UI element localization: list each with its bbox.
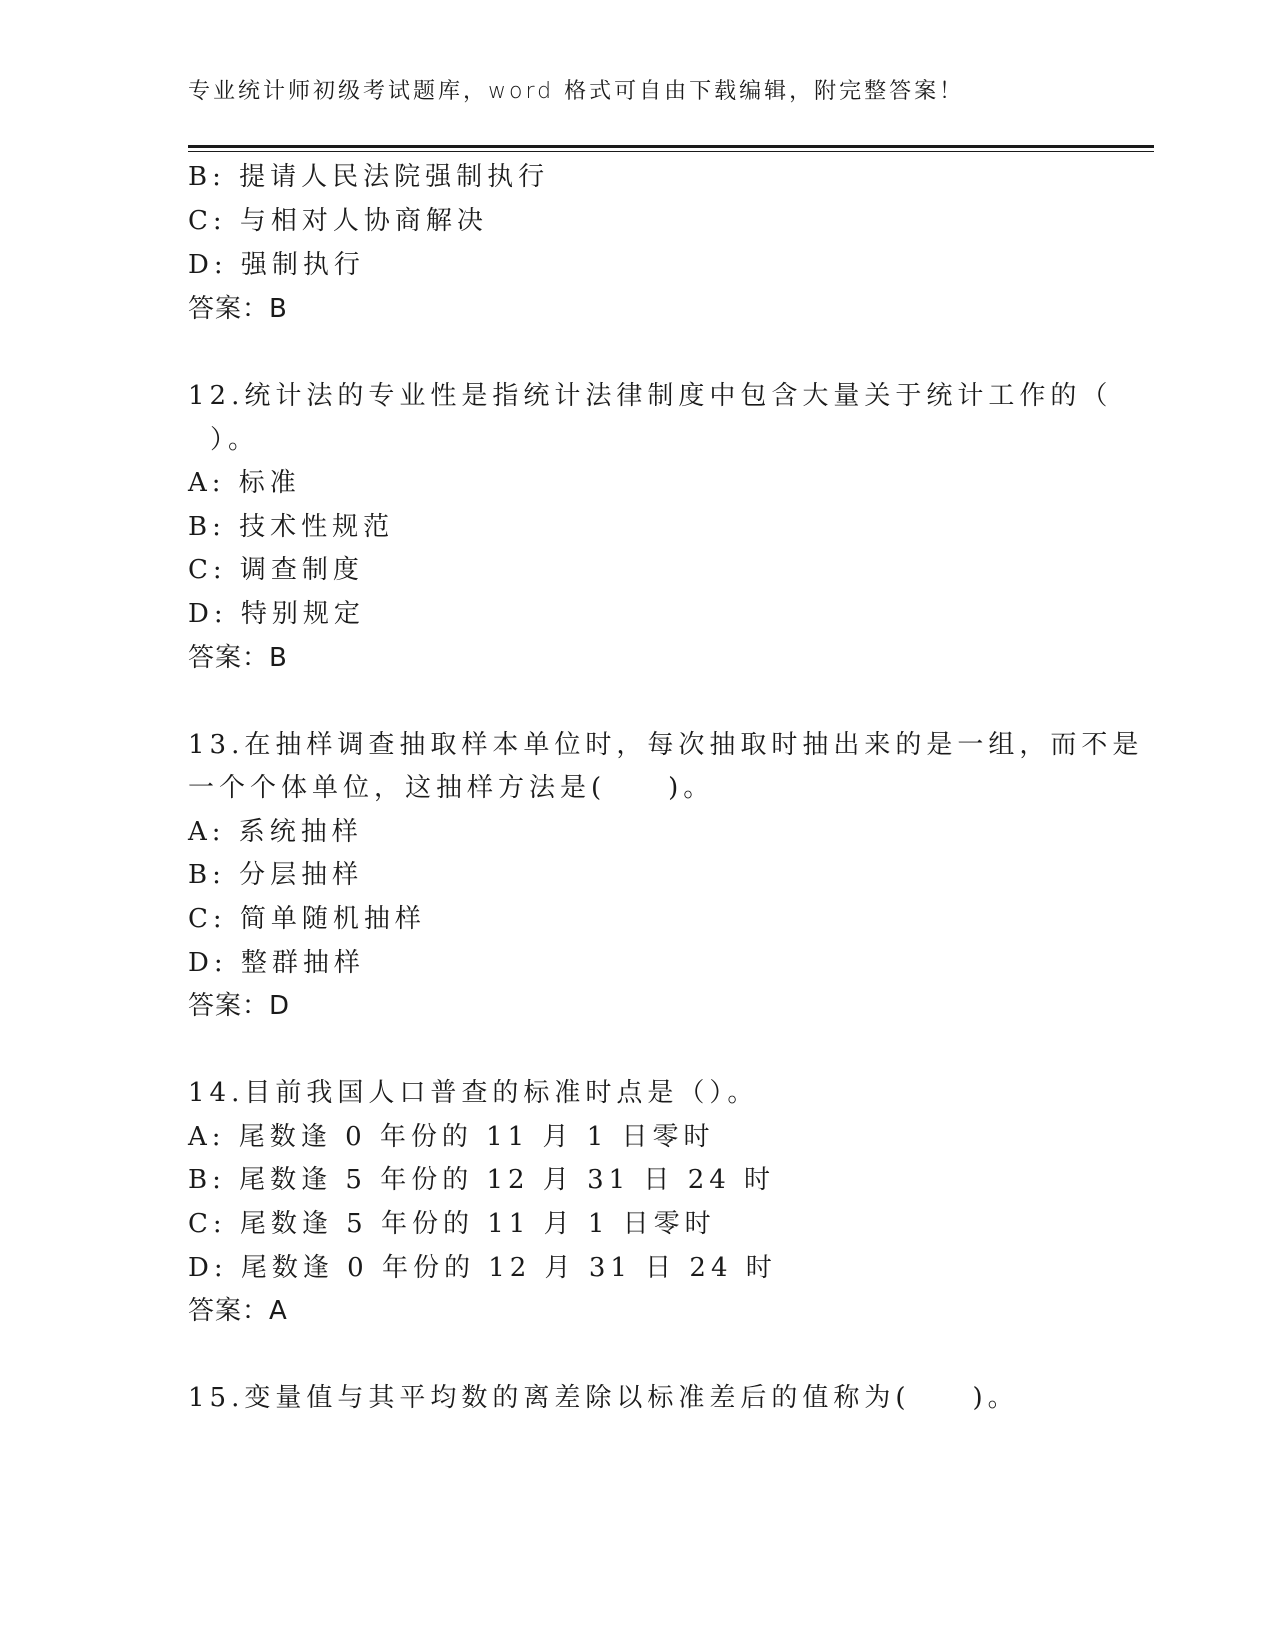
q13-option-a: A: 系统抽样 <box>188 817 363 847</box>
q12-stem-line1: 12.统计法的专业性是指统计法律制度中包含大量关于统计工作的（ <box>188 381 1113 411</box>
q13-option-c: C: 简单随机抽样 <box>188 904 426 934</box>
q14-answer: 答案：A <box>188 1296 288 1326</box>
header-rule-thin <box>188 151 1154 152</box>
q14-option-b: B: 尾数逢 5 年份的 12 月 31 日 24 时 <box>188 1165 776 1195</box>
q13-option-b: B: 分层抽样 <box>188 860 364 890</box>
q12-option-c: C: 调查制度 <box>188 555 364 585</box>
q15-stem-line1: 15.变量值与其平均数的离差除以标准差后的值称为( )。 <box>188 1383 1019 1413</box>
q14-option-c: C: 尾数逢 5 年份的 11 月 1 日零时 <box>188 1209 716 1239</box>
q12-option-b: B: 技术性规范 <box>188 512 395 542</box>
q13-stem-line1: 13.在抽样调查抽取样本单位时，每次抽取时抽出来的是一组，而不是 <box>188 730 1144 760</box>
q11-option-d: D: 强制执行 <box>188 250 365 280</box>
page-header: 专业统计师初级考试题库，word 格式可自由下载编辑，附完整答案！ <box>188 79 965 104</box>
q12-stem-line2: ）。 <box>210 425 260 455</box>
q11-answer: 答案：B <box>188 294 288 324</box>
q13-answer: 答案：D <box>188 991 291 1021</box>
q12-option-d: D: 特别规定 <box>188 599 365 629</box>
q12-answer: 答案：B <box>188 643 288 673</box>
q14-option-a: A: 尾数逢 0 年份的 11 月 1 日零时 <box>188 1122 715 1152</box>
header-rule-thick <box>188 145 1154 148</box>
q11-option-b: B: 提请人民法院强制执行 <box>188 162 550 192</box>
q13-stem-line2: 一个个体单位，这抽样方法是( )。 <box>188 773 715 803</box>
q14-option-d: D: 尾数逢 0 年份的 12 月 31 日 24 时 <box>188 1253 777 1283</box>
q14-stem-line1: 14.目前我国人口普查的标准时点是（）。 <box>188 1078 759 1108</box>
q13-option-d: D: 整群抽样 <box>188 948 365 978</box>
q12-option-a: A: 标准 <box>188 468 301 498</box>
q11-option-c: C: 与相对人协商解决 <box>188 206 488 236</box>
